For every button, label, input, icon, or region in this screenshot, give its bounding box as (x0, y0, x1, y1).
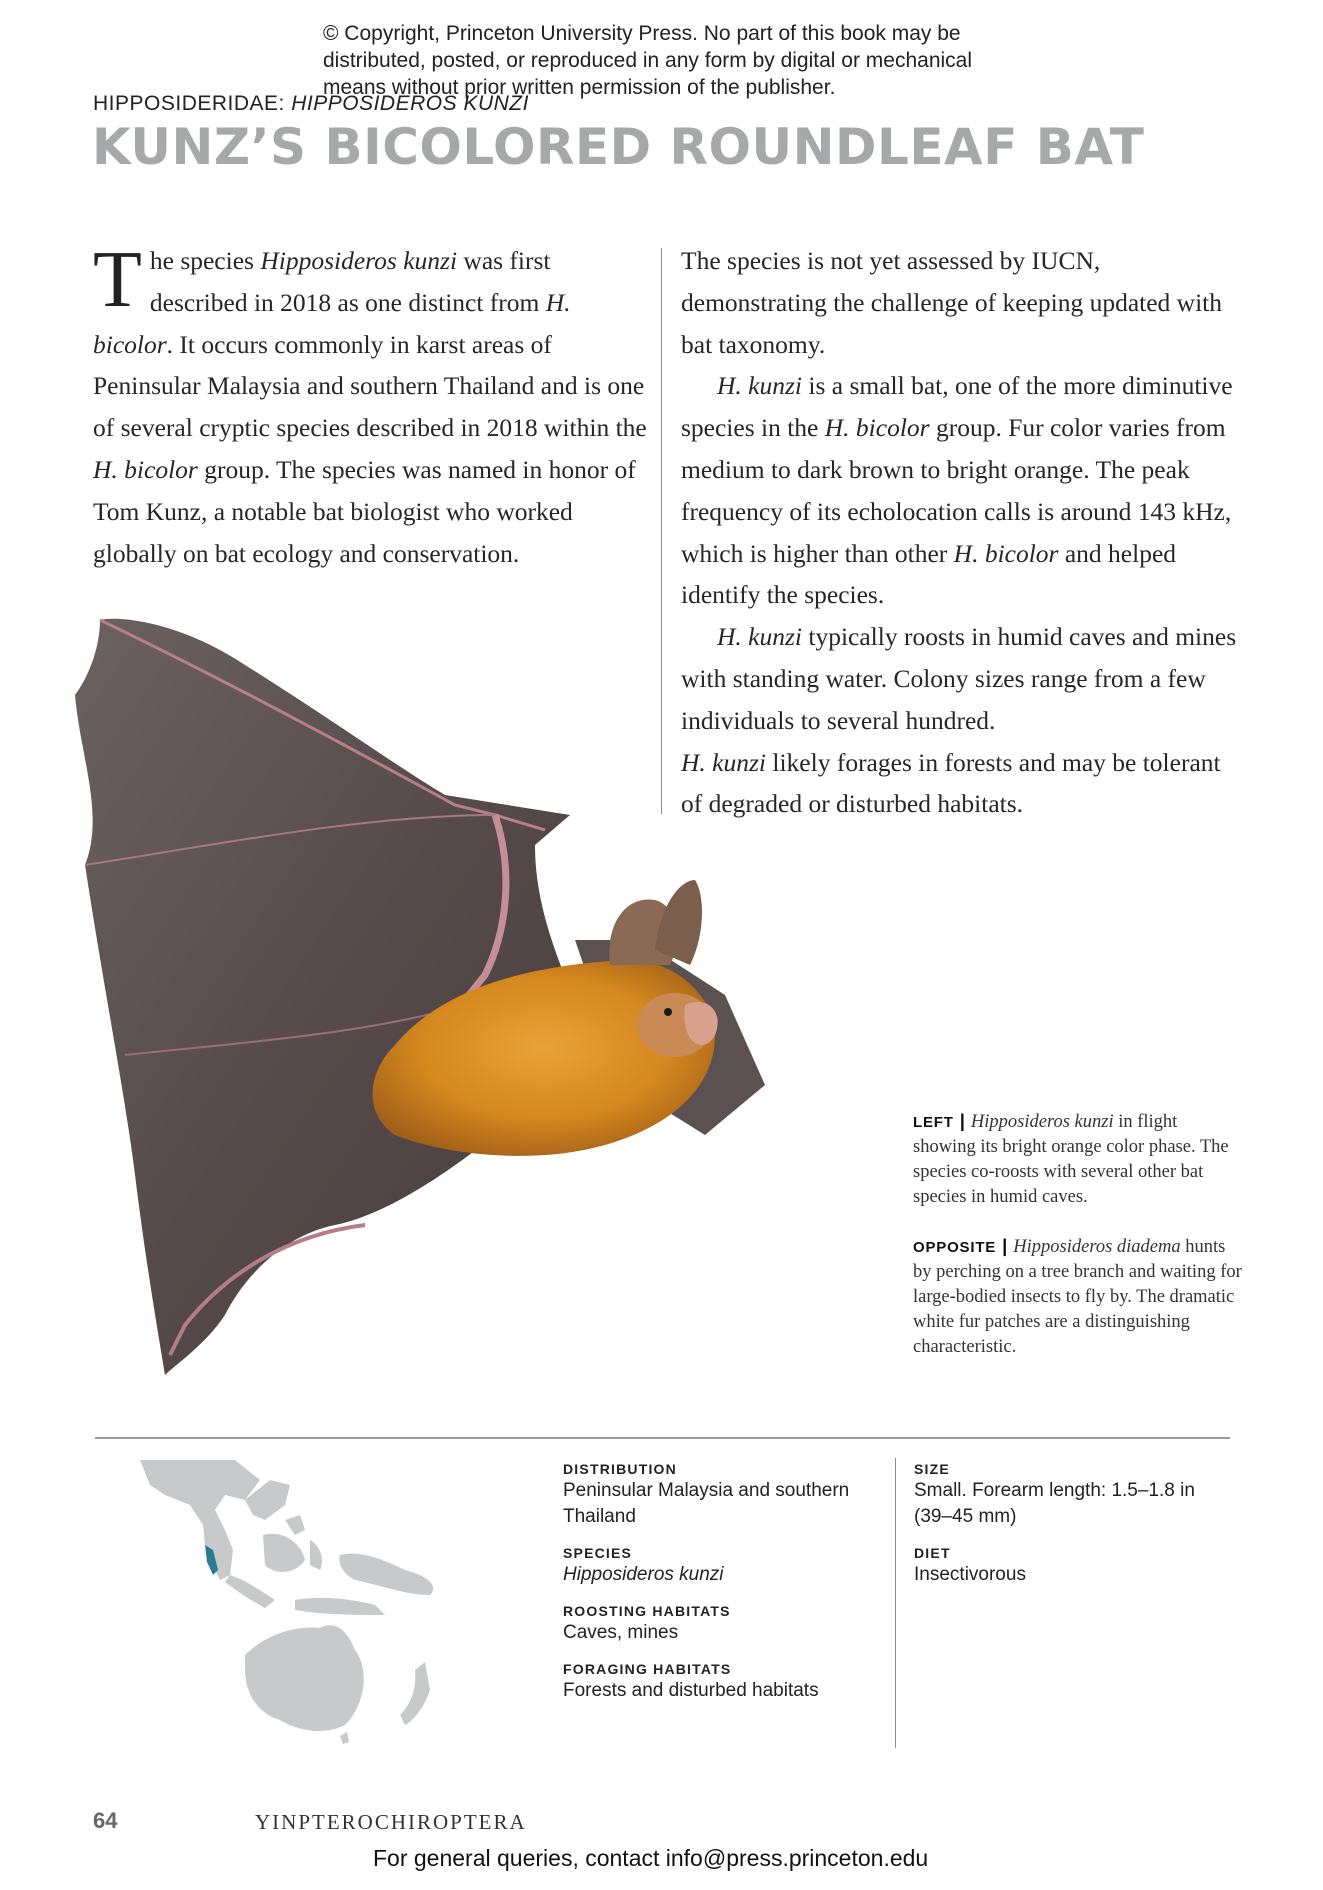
caption-divider: | (1002, 1235, 1008, 1256)
bat-ear (655, 880, 702, 965)
diet-value: Insectivorous (914, 1564, 1026, 1585)
drop-cap: T (93, 236, 142, 324)
text-run: . It occurs commonly in karst areas of Peninsular Malaysia and southern Thailand and is one of several cryptic species described in 2018 within the (93, 329, 647, 443)
text-run: was first described in 2018 as one distinct from (149, 246, 551, 317)
text-run-italic: Hipposideros kunzi (260, 246, 458, 275)
map-land (140, 1460, 433, 1744)
text-run: typically roosts in humid caves and mines with standing water. Colony sizes range from a few individuals to several hundred. (681, 622, 1237, 735)
family-name: HIPPOSIDERIDAE: (93, 92, 285, 115)
section-divider (95, 1437, 1230, 1439)
text-run-italic: H. kunzi (717, 371, 802, 401)
caption-tag: OPPOSITE (913, 1239, 997, 1256)
size-label: SIZE (914, 1461, 950, 1477)
text-run-italic: H. kunzi (717, 622, 802, 652)
text-run: he species (149, 246, 261, 275)
caption-text: in flight showing its bright orange color phase. The species co-roosts with several other bat species in humid caves. (913, 1112, 1229, 1207)
caption-opposite (913, 1233, 1243, 1360)
text-run-italic: H. bicolor (824, 413, 930, 443)
text-run: likely forages in forests and may be tolerant of degraded or disturbed habitats. (681, 747, 1221, 819)
paragraph-iucn: The species is not yet assessed by IUCN, demonstrating the challenge of keeping updated with bat taxonomy. (681, 246, 1223, 359)
text-run-italic: H. bicolor (93, 287, 571, 359)
facts-panel-left (563, 1460, 893, 1718)
species-value: Hipposideros kunzi (563, 1564, 724, 1585)
caption-tag: LEFT (913, 1114, 954, 1131)
distribution-map (85, 1450, 500, 1750)
size-value: Small. Forearm length: 1.5–1.8 in (39–45 mm) (914, 1480, 1195, 1527)
text-run-italic: H. bicolor (93, 454, 198, 484)
caption-divider: | (959, 1110, 965, 1131)
distribution-label: DISTRIBUTION (563, 1461, 677, 1477)
species-label: SPECIES (563, 1545, 633, 1561)
text-run: is a small bat, one of the more diminutive species in the (681, 371, 1233, 443)
diet-label: DIET (914, 1545, 951, 1561)
page-title: KUNZ’S BICOLORED ROUNDLEAF BAT (92, 118, 1145, 176)
caption-left (913, 1108, 1243, 1210)
text-run: group. Fur color varies from medium to dark brown to bright orange. The peak frequency of its echolocation calls is around 143 kHz, which is higher than other (681, 413, 1232, 568)
text-run: and helped identify the species. (681, 538, 1177, 610)
foraging-label: FORAGING HABITATS (563, 1661, 732, 1677)
bat-eye (664, 1008, 672, 1016)
distribution-value: Peninsular Malaysia and southern Thailand (563, 1480, 850, 1527)
facts-divider (895, 1458, 896, 1748)
foraging-value: Forests and disturbed habitats (563, 1680, 819, 1701)
copyright-notice: © Copyright, Princeton University Press. No part of this book may be distributed, posted, or reproduced in any form by digital or mechanical means without prior written permission of the publisher. (323, 22, 973, 99)
text-run-italic: H. bicolor (953, 538, 1059, 568)
caption-text: hunts by perching on a tree branch and waiting for large-bodied insects to fly by. The dramatic white fur patches are a distinguishing characteristic. (913, 1237, 1242, 1357)
body-column-left (93, 236, 653, 574)
contact-footer: For general queries, contact info@press.princeton.edu (373, 1845, 929, 1871)
text-run-italic: H. kunzi (681, 747, 766, 777)
family-line (93, 92, 529, 116)
caption-sci-name: Hipposideros kunzi (970, 1112, 1114, 1132)
scientific-name: HIPPOSIDEROS KUNZI (291, 92, 529, 115)
paragraph-intro (93, 236, 653, 574)
page-number: 64 (93, 1808, 118, 1833)
paragraph-description (681, 365, 1241, 616)
running-head: YINPTEROCHIROPTERA (255, 1810, 527, 1834)
text-run: group. The species was named in honor of Tom Kunz, a notable bat biologist who worked globally on bat ecology and conservation. (93, 454, 636, 568)
roosting-label: ROOSTING HABITATS (563, 1603, 731, 1619)
facts-panel-right (914, 1460, 1234, 1602)
bat-photo (65, 615, 875, 1395)
roosting-value: Caves, mines (563, 1622, 679, 1643)
caption-sci-name: Hipposideros diadema (1013, 1237, 1181, 1257)
